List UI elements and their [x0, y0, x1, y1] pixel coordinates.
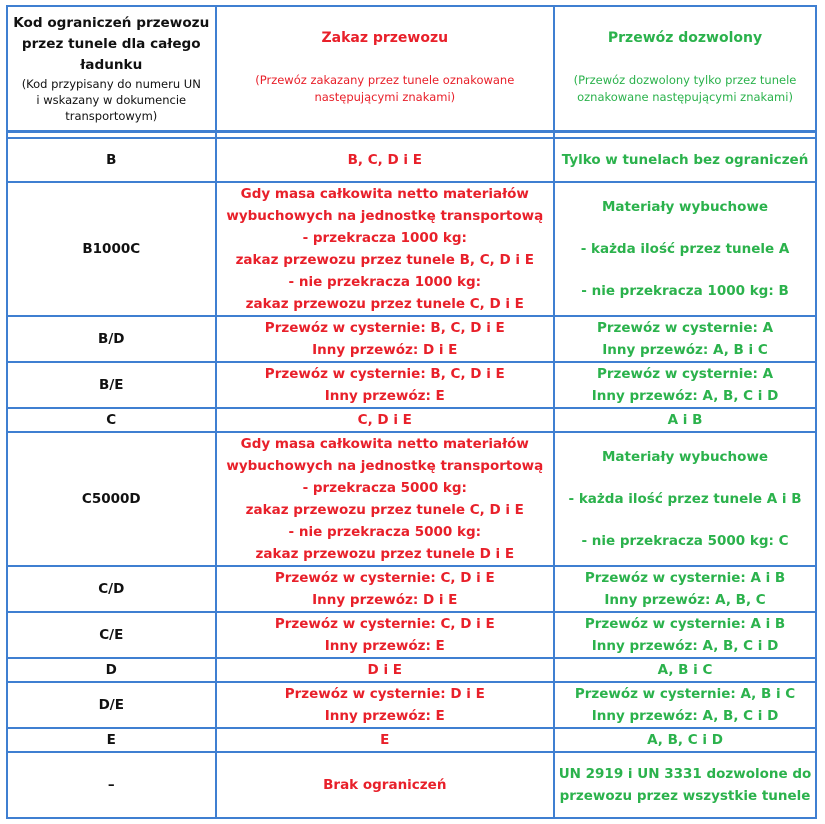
prohibited-tunnels-cell	[216, 728, 555, 752]
prohibited-text-line: Przewóz w cysternie: B, C, D i E	[264, 365, 505, 382]
prohibited-text-line: zakaz przewozu przez tunele C, D i E	[245, 295, 524, 312]
prohibited-text-line: zakaz przewozu przez tunele D i E	[255, 545, 515, 562]
permitted-text-line: Przewóz w cysternie: A i B	[584, 615, 786, 632]
table-row	[7, 408, 816, 432]
header-prohibited-subtitle	[217, 72, 554, 106]
prohibited-tunnels-cell	[216, 566, 555, 612]
permitted-text-line: Inny przewóz: A, B, C i D	[591, 387, 779, 404]
table-row	[7, 658, 816, 682]
prohibited-tunnels-cell	[216, 316, 555, 362]
prohibited-text-line: Inny przewóz: E	[324, 637, 445, 654]
prohibited-text-line: C, D i E	[357, 411, 412, 428]
prohibited-text-line: E	[380, 731, 390, 748]
prohibited-tunnels-cell	[216, 612, 555, 658]
prohibited-text-line: - nie przekracza 5000 kg:	[288, 523, 482, 540]
restriction-code-cell: C	[7, 408, 216, 432]
permitted-text-line: Przewóz w cysternie: A	[596, 319, 774, 336]
permitted-tunnels-cell	[554, 682, 816, 728]
header-prohibited-subtitle-line: następującymi znakami)	[314, 90, 456, 105]
permitted-text-line: Przewóz w cysternie: A i B	[584, 569, 786, 586]
permitted-text-line: UN 2919 i UN 3331 dozwolone do	[558, 765, 812, 782]
permitted-text-line: Przewóz w cysternie: A	[596, 365, 774, 382]
restriction-code-cell: C5000D	[7, 432, 216, 566]
prohibited-text-line: B, C, D i E	[347, 151, 422, 168]
header-code-title-line: przez tunele dla całego	[21, 35, 201, 52]
tunnel-restriction-table-sheet	[6, 5, 817, 817]
header-permitted-subtitle-line: (Przewóz dozwolony tylko przez tunele	[573, 73, 797, 88]
permitted-text-line: - nie przekracza 1000 kg: B	[581, 282, 789, 299]
header-prohibited-title: Zakaz przewozu	[321, 30, 449, 47]
restriction-code-cell: C/D	[7, 566, 216, 612]
permitted-text-line: A i B	[667, 411, 703, 428]
prohibited-text-line: zakaz przewozu przez tunele C, D i E	[245, 501, 524, 518]
prohibited-text-line: Inny przewóz: D i E	[312, 591, 458, 608]
permitted-tunnels-cell	[554, 138, 816, 182]
restriction-code-cell: B	[7, 138, 216, 182]
permitted-spacer	[555, 510, 815, 530]
prohibited-text-line: Inny przewóz: E	[324, 387, 445, 404]
permitted-tunnels-cell	[554, 182, 816, 316]
prohibited-text-line: Brak ograniczeń	[323, 776, 447, 793]
restriction-code-cell: D/E	[7, 682, 216, 728]
header-prohibited-subtitle-line: (Przewóz zakazany przez tunele oznakowane	[255, 73, 515, 88]
prohibited-text-line: Przewóz w cysternie: D i E	[284, 685, 485, 702]
restriction-code-cell: D	[7, 658, 216, 682]
prohibited-tunnels-cell	[216, 362, 555, 408]
table-row	[7, 362, 816, 408]
prohibited-text-line: wybuchowych na jednostkę transportową	[226, 457, 544, 474]
permitted-text-line: A, B, C i D	[647, 731, 723, 748]
permitted-text-line: Inny przewóz: A, B i C	[602, 341, 768, 358]
table-row	[7, 138, 816, 182]
permitted-text-line: - każda ilość przez tunele A	[580, 240, 790, 257]
permitted-text-line: Inny przewóz: A, B, C i D	[591, 637, 779, 654]
table-row	[7, 432, 816, 566]
permitted-tunnels-cell	[554, 362, 816, 408]
table-row	[7, 728, 816, 752]
header-code-subtitle-line: i wskazany w dokumencie	[36, 92, 187, 107]
prohibited-text-line: Inny przewóz: E	[324, 707, 445, 724]
permitted-tunnels-cell	[554, 658, 816, 682]
prohibited-text-line: wybuchowych na jednostkę transportową	[226, 207, 544, 224]
table-row	[7, 682, 816, 728]
prohibited-text-line: - nie przekracza 1000 kg:	[288, 273, 482, 290]
header-code-title-line: Kod ograniczeń przewozu	[13, 14, 210, 31]
permitted-tunnels-cell	[554, 728, 816, 752]
permitted-text-line: Tylko w tunelach bez ograniczeń	[561, 151, 809, 168]
header-permitted-title: Przewóz dozwolony	[607, 30, 763, 47]
table-row	[7, 182, 816, 316]
prohibited-tunnels-cell	[216, 138, 555, 182]
prohibited-tunnels-cell	[216, 752, 555, 818]
prohibited-text-line: - przekracza 5000 kg:	[302, 479, 467, 496]
permitted-tunnels-cell	[554, 408, 816, 432]
prohibited-tunnels-cell	[216, 432, 555, 566]
prohibited-text-line: D i E	[367, 661, 403, 678]
permitted-text-line: przewozu przez wszystkie tunele	[559, 787, 811, 804]
permitted-spacer	[555, 218, 815, 238]
header-code-title-line: ładunku	[80, 56, 143, 73]
table-body	[7, 138, 816, 818]
permitted-text-line: Inny przewóz: A, B, C	[604, 591, 766, 608]
table-row	[7, 316, 816, 362]
header-permitted-subtitle-line: oznakowane następującymi znakami)	[577, 90, 793, 105]
permitted-tunnels-cell	[554, 432, 816, 566]
restriction-code-cell: C/E	[7, 612, 216, 658]
header-row	[7, 6, 816, 131]
permitted-text-line: Przewóz w cysternie: A, B i C	[574, 685, 796, 702]
permitted-text-line: Materiały wybuchowe	[601, 198, 769, 215]
prohibited-text-line: Gdy masa całkowita netto materiałów	[240, 435, 529, 452]
prohibited-text-line: zakaz przewozu przez tunele B, C, D i E	[235, 251, 534, 268]
permitted-spacer	[555, 260, 815, 280]
prohibited-tunnels-cell	[216, 408, 555, 432]
header-prohibited-column	[216, 6, 555, 131]
restriction-code-cell: –	[7, 752, 216, 818]
prohibited-text-line: Przewóz w cysternie: C, D i E	[274, 569, 495, 586]
permitted-tunnels-cell	[554, 566, 816, 612]
prohibited-text-line: Gdy masa całkowita netto materiałów	[240, 185, 529, 202]
permitted-text-line: Inny przewóz: A, B, C i D	[591, 707, 779, 724]
table-row	[7, 612, 816, 658]
permitted-tunnels-cell	[554, 316, 816, 362]
table-row	[7, 566, 816, 612]
header-permitted-subtitle	[555, 72, 815, 106]
prohibited-text-line: Inny przewóz: D i E	[312, 341, 458, 358]
table-row	[7, 752, 816, 818]
permitted-text-line: Materiały wybuchowe	[601, 448, 769, 465]
header-code-subtitle-line: (Kod przypisany do numeru UN	[21, 76, 201, 91]
permitted-tunnels-cell	[554, 612, 816, 658]
header-permitted-column	[554, 6, 816, 131]
permitted-spacer	[555, 468, 815, 488]
prohibited-tunnels-cell	[216, 658, 555, 682]
permitted-text-line: - każda ilość przez tunele A i B	[568, 490, 802, 507]
permitted-text-line: - nie przekracza 5000 kg: C	[581, 532, 789, 549]
permitted-text-line: A, B i C	[657, 661, 713, 678]
restriction-code-cell: E	[7, 728, 216, 752]
prohibited-text-line: - przekracza 1000 kg:	[302, 229, 467, 246]
header-code-column	[7, 6, 216, 131]
restriction-code-cell: B1000C	[7, 182, 216, 316]
tunnel-restriction-table	[6, 5, 817, 819]
prohibited-tunnels-cell	[216, 682, 555, 728]
prohibited-text-line: Przewóz w cysternie: B, C, D i E	[264, 319, 505, 336]
restriction-code-cell: B/D	[7, 316, 216, 362]
header-code-subtitle-line: transportowym)	[65, 108, 158, 123]
prohibited-tunnels-cell	[216, 182, 555, 316]
restriction-code-cell: B/E	[7, 362, 216, 408]
prohibited-text-line: Przewóz w cysternie: C, D i E	[274, 615, 495, 632]
permitted-tunnels-cell	[554, 752, 816, 818]
